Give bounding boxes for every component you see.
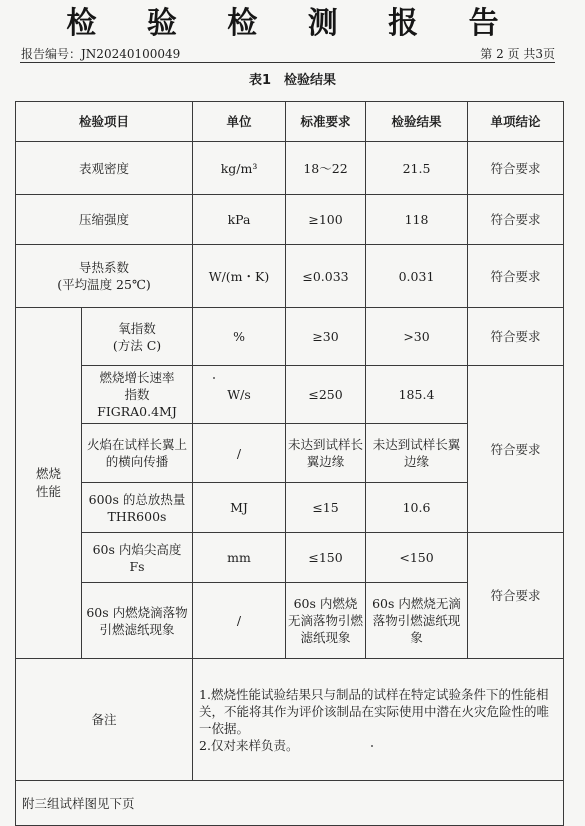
unit-cell: kg/m³ [193, 142, 286, 195]
table-row-flame-height [16, 533, 564, 583]
remark-note-1: 1.燃烧性能试验结果只与制品的试样在特定试验条件下的性能相关，不能将其作为评价该制品在实际使用中潜在火灾危险性的唯一依据。 [199, 686, 550, 736]
table-row-compressive [16, 195, 564, 245]
conclusion-cell: 符合要求 [468, 142, 564, 195]
scan-speck [213, 377, 215, 379]
result-cell: 未达到试样长翼边缘 [366, 424, 468, 483]
requirement-cell: ≤0.033 [286, 245, 366, 308]
requirement-cell: ≤150 [286, 533, 366, 583]
unit-cell: % [193, 308, 286, 366]
table-row-footer [16, 781, 564, 826]
item-cell: 压缩强度 [16, 195, 193, 245]
result-cell: 118 [366, 195, 468, 245]
header-unit: 单位 [193, 102, 286, 142]
table-row-conductivity [16, 245, 564, 308]
item-cell: 60s 内燃烧滴落物引燃滤纸现象 [82, 583, 193, 659]
result-cell: 21.5 [366, 142, 468, 195]
result-cell: <150 [366, 533, 468, 583]
header-rule [20, 62, 555, 63]
header-item: 检验项目 [16, 102, 193, 142]
table-header-row [16, 102, 564, 142]
unit-cell: / [193, 424, 286, 483]
item-cell: 火焰在试样长翼上的横向传播 [82, 424, 193, 483]
table-row-remarks [16, 659, 564, 781]
result-cell: >30 [366, 308, 468, 366]
flammability-group-label: 燃烧性能 [16, 308, 82, 659]
item-line: 燃烧增长速率 [99, 370, 175, 385]
header-requirement: 标准要求 [286, 102, 366, 142]
result-cell: 60s 内燃烧无滴落物引燃滤纸现象 [366, 583, 468, 659]
item-line: FIGRA0.4MJ [97, 404, 177, 419]
table-row-density [16, 142, 564, 195]
requirement-cell: ≤15 [286, 483, 366, 533]
requirement-cell: ≥100 [286, 195, 366, 245]
conclusion-cell: 符合要求 [468, 533, 564, 659]
conclusion-cell: 符合要求 [468, 308, 564, 366]
report-number: 报告编号：JN20240100049 [21, 47, 181, 61]
header-conclusion: 单项结论 [468, 102, 564, 142]
item-cell: 表观密度 [16, 142, 193, 195]
item-cell: 600s 的总放热量 THR600s [82, 483, 193, 533]
page-number: 第 2 页 共3页 [480, 47, 555, 61]
result-cell: 185.4 [366, 366, 468, 424]
item-cell: 60s 内焰尖高度 Fs [82, 533, 193, 583]
unit-cell: W/s [193, 366, 286, 424]
item-line: (平均温度 25℃) [57, 277, 151, 292]
unit-cell: MJ [193, 483, 286, 533]
remark-note-2: 2.仅对来样负责。 [199, 737, 299, 753]
header-result: 检验结果 [366, 102, 468, 142]
requirement-cell: ≥30 [286, 308, 366, 366]
conclusion-cell: 符合要求 [468, 245, 564, 308]
item-line: 氧指数 [118, 320, 156, 336]
unit-cell: / [193, 583, 286, 659]
remarks-label: 备注 [16, 659, 193, 781]
unit-cell: mm [193, 533, 286, 583]
unit-cell: W/(m・K) [193, 245, 286, 308]
remarks-content [193, 659, 564, 781]
scan-speck [371, 745, 373, 747]
table-row-oxygen-index [16, 308, 564, 366]
result-cell: 0.031 [366, 245, 468, 308]
conclusion-cell: 符合要求 [468, 195, 564, 245]
results-table [15, 101, 564, 826]
report-title: 检 验 检 测 报 告 [66, 6, 519, 41]
result-cell: 10.6 [366, 483, 468, 533]
item-cell [16, 245, 193, 308]
footer-note: 附三组试样图见下页 [16, 781, 564, 826]
requirement-cell: ≤250 [286, 366, 366, 424]
requirement-cell: 18～22 [286, 142, 366, 195]
item-line: 指数 [124, 387, 150, 402]
item-cell [82, 366, 193, 424]
item-line: (方法 C) [112, 337, 162, 353]
conclusion-cell: 符合要求 [468, 366, 564, 533]
unit-cell: kPa [193, 195, 286, 245]
table-row-figra [16, 366, 564, 424]
table-title: 表1 检验结果 [248, 73, 337, 88]
item-line: 导热系数 [79, 260, 130, 275]
requirement-cell: 60s 内燃烧无滴落物引燃滤纸现象 [286, 583, 366, 659]
item-cell [82, 308, 193, 366]
requirement-cell: 未达到试样长翼边缘 [286, 424, 366, 483]
